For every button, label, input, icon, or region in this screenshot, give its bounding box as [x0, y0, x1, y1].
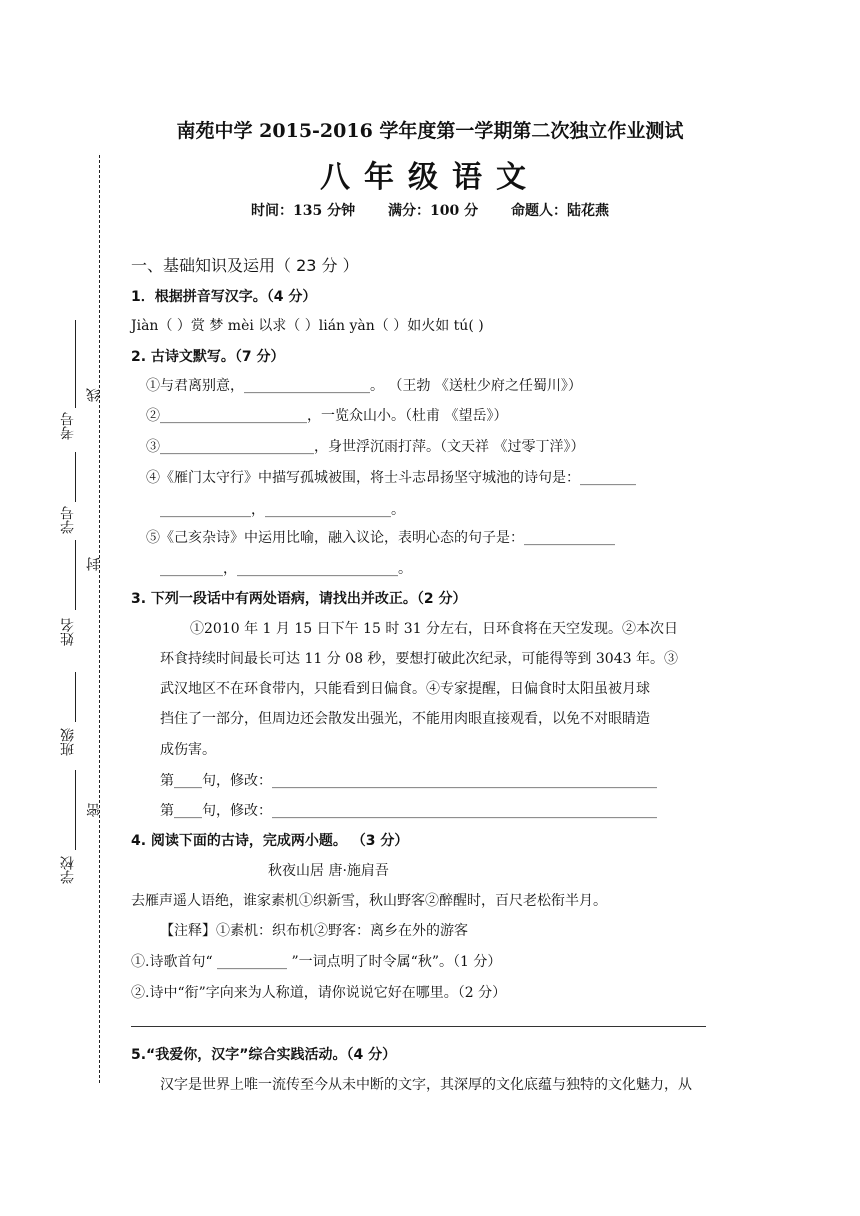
- question-3-paragraph-line: 挡住了一部分，但周边还会散发出强光，不能用肉眼直接观看，以免不对眼睛造: [160, 711, 650, 727]
- binding-label-exam-number: 考号: [60, 412, 76, 440]
- poem-text: 去雁声遥人语绝，谁家素机①织新雪，秋山野客②醉醒时，百尺老松衔半月。: [131, 893, 607, 909]
- question-2-item: _____________，__________________。: [160, 502, 405, 518]
- question-4-sub-2: ②.诗中“衔”字向来为人称道，请你说说它好在哪里。（2 分）: [131, 985, 507, 1001]
- binding-label-name: 姓名: [60, 618, 76, 646]
- exam-meta: [0, 200, 860, 220]
- question-4-sub-1: ①.诗歌首句“ __________ ”一词点明了时令属“秋”。（1 分）: [131, 954, 502, 970]
- question-3-answer-line: 第____句，修改：_______________________________________________________: [160, 803, 657, 819]
- section-heading: 一、基础知识及运用（ 23 分 ）: [131, 256, 359, 275]
- question-2-item: ①与君离别意，__________________。 （王勃 《送杜少府之任蜀川》）: [146, 378, 582, 394]
- binding-blank-line: [75, 770, 76, 850]
- question-5-title: 5.“我爱你，汉字”综合实践活动。（4 分）: [131, 1047, 397, 1063]
- binding-blank-line: [75, 672, 76, 722]
- binding-blank-line: [75, 320, 76, 408]
- exam-author: 命题人：陆花燕: [510, 203, 609, 219]
- exam-score: 满分：100 分: [388, 203, 479, 219]
- binding-label-school: 学校: [60, 856, 76, 884]
- binding-label-class: 班级: [60, 728, 76, 756]
- question-2-item: ②_____________________，一览众山小。（杜甫 《望岳》）: [146, 408, 508, 424]
- question-3-paragraph-line: ①2010 年 1 月 15 日下午 15 时 31 分左右，日环食将在天空发现。②本次日: [190, 621, 679, 637]
- question-3-paragraph-line: 武汉地区不在环食带内，只能看到日偏食。④专家提醒，日偏食时太阳虽被月球: [160, 681, 650, 697]
- answer-line: [131, 1026, 706, 1027]
- subject-title: 八年级语文: [320, 160, 540, 195]
- question-2-item: _________，_______________________。: [160, 561, 412, 577]
- binding-mark-secret: 密: [86, 803, 102, 817]
- binding-dashed-line: [99, 155, 100, 1083]
- question-5-text: 汉字是世界上唯一流传至今从未中断的文字，其深厚的文化底蕴与独特的文化魅力，从: [160, 1077, 692, 1093]
- question-2-title: 2. 古诗文默写。（7 分）: [131, 349, 285, 365]
- question-3-paragraph-line: 环食持续时间最长可达 11 分 08 秒，要想打破此次纪录，可能得等到 3043 年。③: [160, 651, 678, 667]
- binding-blank-line: [75, 452, 76, 502]
- binding-mark-seal: 封: [86, 557, 102, 571]
- poem-note: 【注释】①素机：织布机②野客：离乡在外的游客: [160, 923, 468, 939]
- poem-title: 秋夜山居 唐·施肩吾: [268, 863, 389, 879]
- question-1-title: 1．根据拼音写汉字。（4 分）: [131, 289, 317, 305]
- question-2-item: ③______________________，身世浮沉雨打萍。（文天祥 《过零丁洋》）: [146, 439, 585, 455]
- binding-label-student-number: 学号: [60, 506, 76, 534]
- binding-blank-line: [75, 540, 76, 610]
- exam-title: 南苑中学 2015-2016 学年度第一学期第二次独立作业测试: [176, 120, 684, 142]
- question-2-item: ⑤《己亥杂诗》中运用比喻，融入议论，表明心态的句子是：_____________: [146, 530, 615, 546]
- question-3-paragraph-line: 成伤害。: [160, 742, 216, 758]
- question-1-line: Jiàn（ ）赏 梦 mèi 以求（ ）lián yàn（ ）如火如 tú( ): [131, 318, 484, 334]
- binding-mark-line: 线: [86, 388, 102, 402]
- question-3-answer-line: 第____句，修改：_______________________________________________________: [160, 773, 657, 789]
- exam-time: 时间：135 分钟: [251, 203, 356, 219]
- question-2-item: ④《雁门太守行》中描写孤城被围，将士斗志昂扬坚守城池的诗句是：________: [146, 470, 636, 486]
- question-4-title: 4. 阅读下面的古诗，完成两小题。 （3 分）: [131, 833, 409, 849]
- question-3-title: 3. 下列一段话中有两处语病，请找出并改正。（2 分）: [131, 591, 467, 607]
